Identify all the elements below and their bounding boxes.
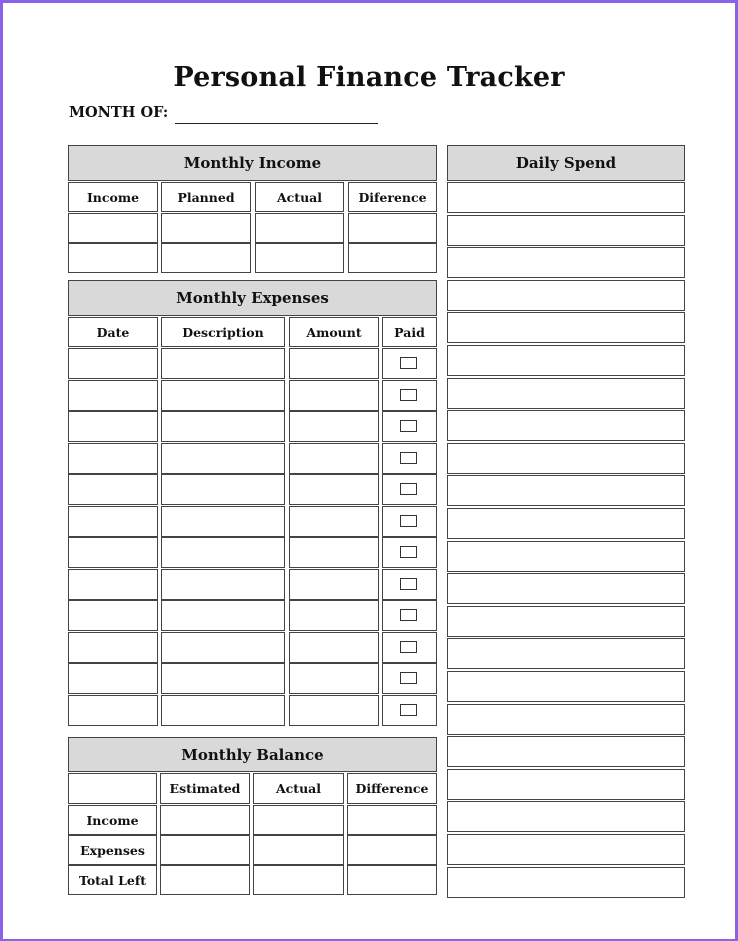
balance-input-cell[interactable]	[347, 865, 437, 895]
expense-row-cell[interactable]	[161, 569, 285, 600]
expense-row-cell[interactable]	[68, 474, 158, 505]
expense-row-cell[interactable]	[161, 695, 285, 726]
income-input-cell[interactable]	[255, 243, 344, 273]
expense-row-cell[interactable]	[161, 380, 285, 411]
daily-spend-row[interactable]	[447, 215, 685, 246]
balance-input-cell[interactable]	[160, 865, 250, 895]
expense-row-cell[interactable]	[161, 632, 285, 663]
daily-spend-row[interactable]	[447, 475, 685, 506]
expense-row-cell[interactable]	[161, 600, 285, 631]
daily-spend-row[interactable]	[447, 867, 685, 898]
daily-spend-row[interactable]	[447, 508, 685, 539]
expense-row-cell[interactable]	[68, 411, 158, 442]
expense-row-cell[interactable]	[161, 663, 285, 694]
balance-input-cell[interactable]	[253, 805, 344, 835]
income-input-cell[interactable]	[255, 213, 344, 243]
daily-spend-row[interactable]	[447, 182, 685, 213]
expense-row-cell[interactable]	[161, 537, 285, 568]
expense-row-cell[interactable]	[289, 474, 379, 505]
daily-spend-row[interactable]	[447, 410, 685, 441]
balance-input-cell[interactable]	[253, 865, 344, 895]
monthly-income-heading: Monthly Income	[68, 145, 437, 181]
expenses-column-header: Amount	[289, 317, 379, 347]
month-of-field[interactable]	[175, 123, 378, 124]
daily-spend-row[interactable]	[447, 378, 685, 409]
paid-checkbox[interactable]	[400, 357, 417, 369]
balance-row-label: Total Left	[68, 865, 157, 895]
expense-row-cell[interactable]	[161, 411, 285, 442]
daily-spend-row[interactable]	[447, 573, 685, 604]
expense-row-cell[interactable]	[289, 663, 379, 694]
expense-row-cell[interactable]	[289, 600, 379, 631]
expenses-column-header: Date	[68, 317, 158, 347]
month-of-label: MONTH OF:	[69, 104, 169, 121]
balance-input-cell[interactable]	[347, 805, 437, 835]
page-title: Personal Finance Tracker	[173, 62, 565, 93]
daily-spend-row[interactable]	[447, 671, 685, 702]
expense-row-cell[interactable]	[68, 348, 158, 379]
paid-checkbox[interactable]	[400, 420, 417, 432]
paid-checkbox[interactable]	[400, 704, 417, 716]
balance-row-label: Income	[68, 805, 157, 835]
daily-spend-row[interactable]	[447, 280, 685, 311]
expenses-column-header: Paid	[382, 317, 437, 347]
expense-row-cell[interactable]	[68, 600, 158, 631]
income-column-header: Income	[68, 182, 158, 212]
paid-checkbox[interactable]	[400, 578, 417, 590]
expense-row-cell[interactable]	[68, 506, 158, 537]
expense-row-cell[interactable]	[289, 443, 379, 474]
expense-row-cell[interactable]	[68, 443, 158, 474]
balance-input-cell[interactable]	[160, 805, 250, 835]
expense-row-cell[interactable]	[161, 474, 285, 505]
paid-checkbox[interactable]	[400, 672, 417, 684]
expenses-column-header: Description	[161, 317, 285, 347]
balance-column-header: Actual	[253, 773, 344, 804]
daily-spend-row[interactable]	[447, 638, 685, 669]
income-input-cell[interactable]	[68, 213, 158, 243]
income-column-header: Diference	[348, 182, 437, 212]
daily-spend-row[interactable]	[447, 769, 685, 800]
expense-row-cell[interactable]	[68, 569, 158, 600]
expense-row-cell[interactable]	[289, 569, 379, 600]
income-column-header: Actual	[255, 182, 344, 212]
income-input-cell[interactable]	[348, 213, 437, 243]
expense-row-cell[interactable]	[289, 632, 379, 663]
balance-input-cell[interactable]	[160, 835, 250, 865]
income-column-header: Planned	[161, 182, 251, 212]
daily-spend-row[interactable]	[447, 443, 685, 474]
balance-row-label: Expenses	[68, 835, 157, 865]
paid-checkbox[interactable]	[400, 515, 417, 527]
daily-spend-row[interactable]	[447, 541, 685, 572]
income-input-cell[interactable]	[161, 213, 251, 243]
paid-checkbox[interactable]	[400, 641, 417, 653]
daily-spend-row[interactable]	[447, 247, 685, 278]
expense-row-cell[interactable]	[68, 380, 158, 411]
balance-input-cell[interactable]	[253, 835, 344, 865]
daily-spend-row[interactable]	[447, 704, 685, 735]
expense-row-cell[interactable]	[289, 348, 379, 379]
income-input-cell[interactable]	[68, 243, 158, 273]
expense-row-cell[interactable]	[289, 506, 379, 537]
monthly-expenses-heading: Monthly Expenses	[68, 280, 437, 316]
expense-row-cell[interactable]	[289, 411, 379, 442]
expense-row-cell[interactable]	[161, 443, 285, 474]
expense-row-cell[interactable]	[68, 632, 158, 663]
balance-column-header	[68, 773, 157, 804]
expense-row-cell[interactable]	[289, 380, 379, 411]
income-input-cell[interactable]	[348, 243, 437, 273]
paid-checkbox[interactable]	[400, 609, 417, 621]
monthly-balance-heading: Monthly Balance	[68, 737, 437, 772]
balance-column-header: Estimated	[160, 773, 250, 804]
daily-spend-row[interactable]	[447, 312, 685, 343]
daily-spend-heading: Daily Spend	[447, 145, 685, 181]
balance-column-header: Difference	[347, 773, 437, 804]
expense-row-cell[interactable]	[68, 663, 158, 694]
expense-row-cell[interactable]	[289, 695, 379, 726]
paid-checkbox[interactable]	[400, 546, 417, 558]
daily-spend-row[interactable]	[447, 834, 685, 865]
daily-spend-row[interactable]	[447, 801, 685, 832]
expense-row-cell[interactable]	[68, 695, 158, 726]
balance-input-cell[interactable]	[347, 835, 437, 865]
expense-row-cell[interactable]	[68, 537, 158, 568]
expense-row-cell[interactable]	[161, 506, 285, 537]
daily-spend-row[interactable]	[447, 345, 685, 376]
paid-checkbox[interactable]	[400, 483, 417, 495]
paid-checkbox[interactable]	[400, 452, 417, 464]
daily-spend-row[interactable]	[447, 606, 685, 637]
income-input-cell[interactable]	[161, 243, 251, 273]
paid-checkbox[interactable]	[400, 389, 417, 401]
expense-row-cell[interactable]	[161, 348, 285, 379]
daily-spend-row[interactable]	[447, 736, 685, 767]
expense-row-cell[interactable]	[289, 537, 379, 568]
